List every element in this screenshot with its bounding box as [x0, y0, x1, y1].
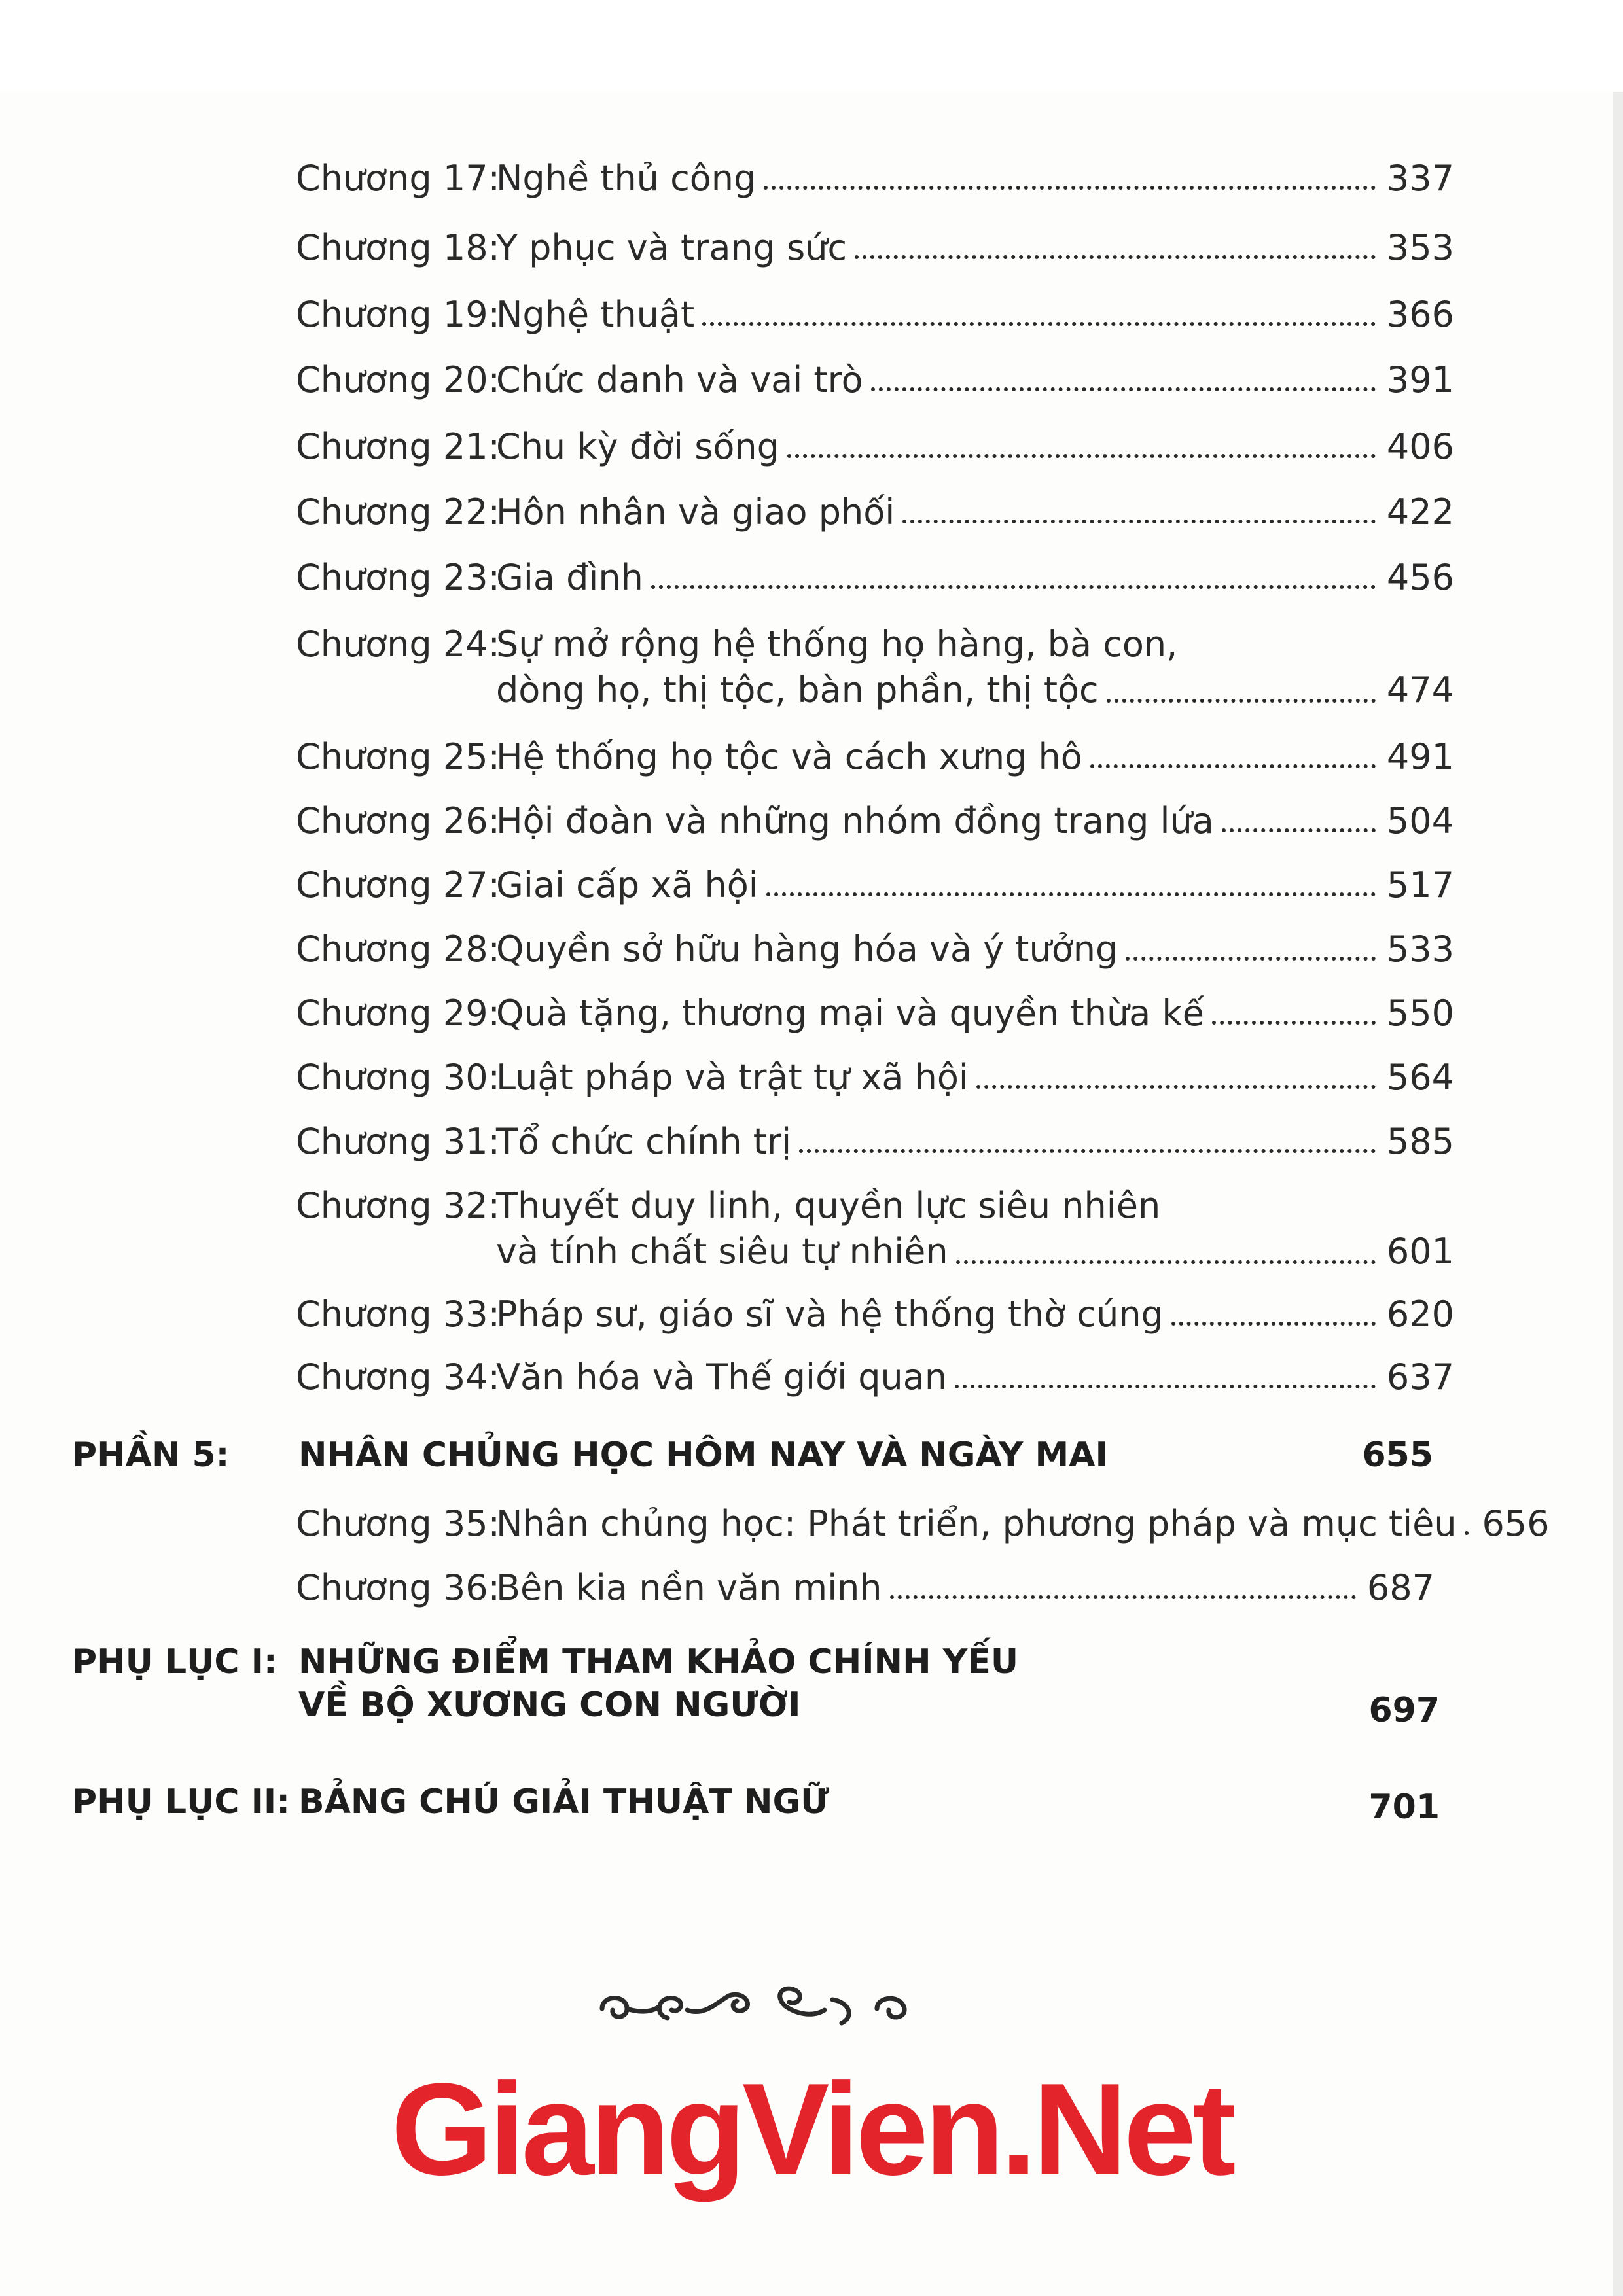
decorative-flourish-icon [589, 1976, 929, 2035]
dot-leader [799, 1149, 1376, 1153]
page-number: 585 [1386, 1121, 1454, 1162]
page-number: 353 [1386, 227, 1454, 268]
page-number: 656 [1482, 1503, 1550, 1544]
chapter-title: Chu kỳ đời sống [496, 426, 779, 467]
page-number: 701 [1368, 1788, 1440, 1827]
dot-leader [787, 454, 1376, 458]
chapter-label: Chương 35: [296, 1503, 500, 1544]
toc-entry-chapter-17 [296, 157, 1454, 200]
page-number: 655 [1362, 1436, 1433, 1475]
chapter-title: Quà tặng, thương mại và quyền thừa kế [496, 993, 1204, 1034]
page-number: 504 [1386, 800, 1454, 841]
chapter-label: Chương 29: [296, 993, 500, 1034]
page-edge-shadow [1613, 92, 1623, 2296]
chapter-title: Hôn nhân và giao phối [496, 491, 895, 533]
part-label: PHẦN 5: [72, 1436, 230, 1475]
chapter-label: Chương 22: [296, 491, 500, 533]
chapter-title: Chức danh và vai trò [496, 359, 863, 400]
chapter-label: Chương 27: [296, 864, 500, 906]
dot-leader [1222, 828, 1376, 832]
chapter-label: Chương 28: [296, 928, 500, 970]
chapter-label: Chương 33: [296, 1294, 500, 1335]
dot-leader [1212, 1021, 1376, 1025]
toc-entry-chapter-29 [296, 992, 1454, 1035]
toc-appendix-1 [72, 1640, 1440, 1731]
toc-entry-chapter-36 [296, 1566, 1435, 1610]
chapter-title: Nhân chủng học: Phát triển, phương pháp và mục tiêu [496, 1503, 1457, 1544]
dot-leader [1465, 1531, 1471, 1535]
page-number: 687 [1366, 1567, 1435, 1608]
chapter-title: Luật pháp và trật tự xã hội [496, 1057, 969, 1098]
page-number: 456 [1386, 557, 1454, 598]
chapter-label: Chương 31: [296, 1121, 500, 1162]
dot-leader [855, 255, 1376, 259]
toc-entry-chapter-23 [296, 556, 1454, 599]
part-title: NHÂN CHỦNG HỌC HÔM NAY VÀ NGÀY MAI [298, 1436, 1108, 1475]
toc-entry-chapter-25 [296, 735, 1454, 779]
toc-entry-chapter-35 [296, 1502, 1550, 1545]
dot-leader [1171, 1322, 1376, 1326]
page-number: 637 [1386, 1356, 1454, 1398]
chapter-label: Chương 18: [296, 227, 500, 268]
appendix-label: PHỤ LỤC I: [72, 1642, 277, 1682]
chapter-title: Thuyết duy linh, quyền lực siêu nhiên [496, 1185, 1161, 1226]
chapter-title: Gia đình [496, 557, 643, 598]
page-number: 366 [1386, 294, 1454, 335]
dot-leader [702, 322, 1376, 326]
chapter-label: Chương 34: [296, 1356, 500, 1398]
chapter-title-continued: dòng họ, thị tộc, bàn phần, thị tộc [496, 669, 1099, 711]
dot-leader [976, 1085, 1376, 1089]
page-number: 337 [1386, 158, 1454, 199]
chapter-label: Chương 24: [296, 624, 500, 665]
chapter-label: Chương 36: [296, 1567, 500, 1608]
chapter-label: Chương 26: [296, 800, 500, 841]
dot-leader [1090, 764, 1376, 768]
chapter-label: Chương 25: [296, 736, 500, 777]
toc-entry-chapter-28 [296, 928, 1454, 971]
toc-entry-chapter-26 [296, 800, 1454, 843]
dot-leader [890, 1595, 1356, 1599]
toc-entry-chapter-31 [296, 1120, 1454, 1163]
appendix-label: PHỤ LỤC II: [72, 1782, 291, 1822]
chapter-title: Tổ chức chính trị [496, 1121, 792, 1162]
page-number: 620 [1386, 1294, 1454, 1335]
dot-leader [955, 1385, 1376, 1388]
toc-entry-chapter-19 [296, 293, 1454, 336]
page-number: 422 [1386, 491, 1454, 533]
toc-entry-chapter-34 [296, 1356, 1454, 1399]
chapter-label: Chương 32: [296, 1185, 500, 1226]
page-number: 491 [1386, 736, 1454, 777]
chapter-title: Văn hóa và Thế giới quan [496, 1356, 948, 1398]
page-number: 533 [1386, 928, 1454, 970]
chapter-title: Quyền sở hữu hàng hóa và ý tưởng [496, 928, 1118, 970]
page-number: 517 [1386, 864, 1454, 906]
dot-leader [902, 520, 1376, 523]
page-number: 601 [1386, 1231, 1454, 1272]
chapter-label: Chương 19: [296, 294, 500, 335]
toc-entry-chapter-21 [296, 425, 1454, 468]
chapter-title: Pháp sư, giáo sĩ và hệ thống thờ cúng [496, 1294, 1164, 1335]
dot-leader [764, 186, 1376, 190]
watermark: GiangVien.Net [391, 2057, 1232, 2202]
appendix-title: BẢNG CHÚ GIẢI THUẬT NGỮ [298, 1782, 829, 1822]
page-number: 474 [1386, 669, 1454, 711]
toc-entry-chapter-32 [296, 1183, 1454, 1275]
toc-entry-chapter-24 [296, 622, 1454, 713]
dot-leader [651, 585, 1376, 589]
chapter-label: Chương 20: [296, 359, 500, 400]
page-number: 564 [1386, 1057, 1454, 1098]
page-number: 391 [1386, 359, 1454, 400]
appendix-title-continued: VỀ BỘ XƯƠNG CON NGƯỜI [298, 1686, 801, 1725]
page-number: 550 [1386, 993, 1454, 1034]
toc-entry-chapter-33 [296, 1293, 1454, 1336]
toc-entry-chapter-18 [296, 226, 1454, 270]
appendix-title: NHỮNG ĐIỂM THAM KHẢO CHÍNH YẾU [298, 1642, 1019, 1682]
chapter-title: Sự mở rộng hệ thống họ hàng, bà con, [496, 624, 1178, 665]
chapter-title: Hội đoàn và những nhóm đồng trang lứa [496, 800, 1214, 841]
page-number: 697 [1368, 1691, 1440, 1730]
chapter-title: Hệ thống họ tộc và cách xưng hô [496, 736, 1082, 777]
chapter-label: Chương 21: [296, 426, 500, 467]
toc-entry-chapter-27 [296, 864, 1454, 907]
chapter-label: Chương 30: [296, 1057, 500, 1098]
page-number: 406 [1386, 426, 1454, 467]
chapter-title: Nghề thủ công [496, 158, 757, 199]
chapter-title: Y phục và trang sức [496, 227, 847, 268]
toc-entry-chapter-30 [296, 1056, 1454, 1099]
dot-leader [871, 387, 1376, 391]
dot-leader [1126, 957, 1376, 961]
top-margin [0, 0, 1623, 92]
toc-entry-chapter-22 [296, 491, 1454, 534]
chapter-title: Bên kia nền văn minh [496, 1567, 882, 1608]
dot-leader [956, 1260, 1376, 1264]
toc-entry-chapter-20 [296, 359, 1454, 402]
chapter-title-continued: và tính chất siêu tự nhiên [496, 1231, 948, 1272]
chapter-label: Chương 23: [296, 557, 500, 598]
chapter-title: Giai cấp xã hội [496, 864, 758, 906]
dot-leader [766, 892, 1376, 896]
dot-leader [1107, 699, 1376, 703]
chapter-label: Chương 17: [296, 158, 500, 199]
chapter-title: Nghệ thuật [496, 294, 695, 335]
